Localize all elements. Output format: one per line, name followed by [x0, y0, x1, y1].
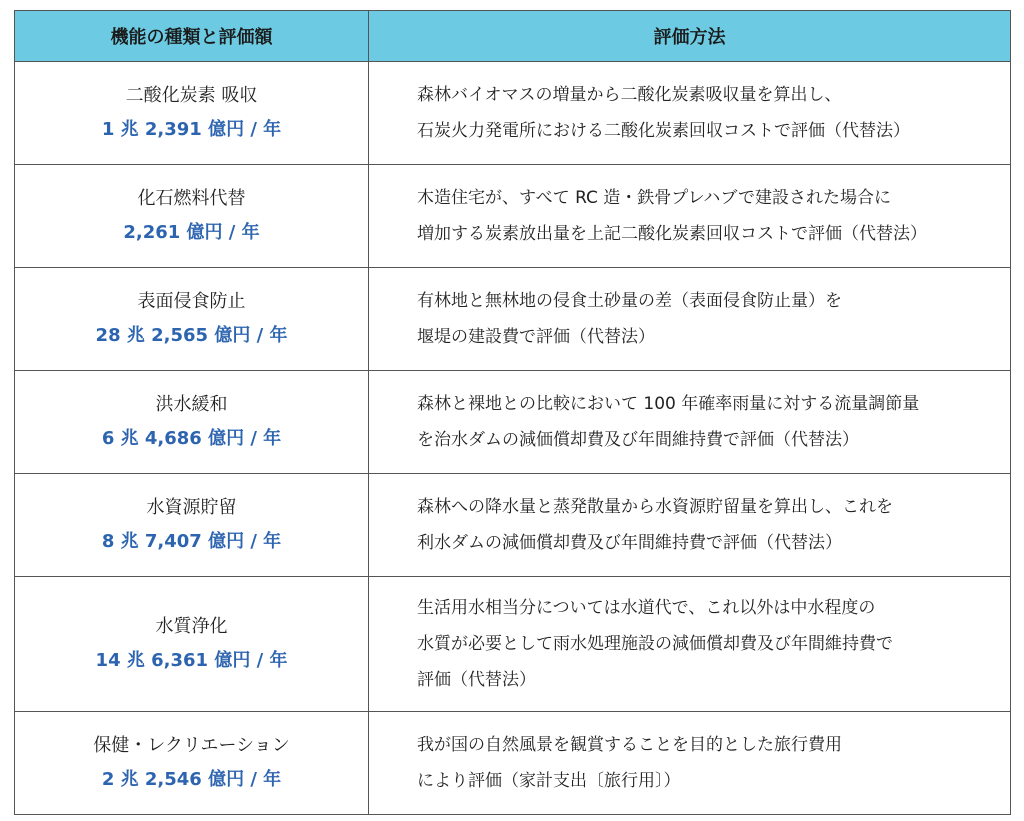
method-line: 評価（代替法） [417, 670, 536, 690]
table-row [15, 712, 1011, 815]
function-name: 二酸化炭素 吸収 [125, 85, 258, 106]
table-row [15, 371, 1011, 474]
method-line: 増加する炭素放出量を上記二酸化炭素回収コストで評価（代替法） [417, 224, 927, 244]
method-line: 生活用水相当分については水道代で、これ以外は中水程度の [417, 598, 876, 618]
function-name: 洪水緩和 [155, 394, 228, 415]
function-value: 8 兆 7,407 億円 / 年 [101, 531, 282, 552]
method-cell [369, 712, 1011, 815]
method-line: 森林と裸地との比較において 100 年確率雨量に対する流量調節量 [417, 394, 920, 414]
function-cell [15, 268, 369, 371]
function-cell [15, 577, 369, 712]
function-name: 保健・レクリエーション [93, 735, 290, 756]
function-value: 2 兆 2,546 億円 / 年 [101, 769, 282, 790]
method-cell [369, 268, 1011, 371]
method-line: 石炭火力発電所における二酸化炭素回収コストで評価（代替法） [417, 121, 910, 141]
function-value: 28 兆 2,565 億円 / 年 [95, 325, 288, 346]
function-name: 水資源貯留 [146, 497, 237, 518]
table-row [15, 577, 1011, 712]
method-cell [369, 577, 1011, 712]
function-value: 6 兆 4,686 億円 / 年 [101, 428, 282, 449]
function-cell [15, 165, 369, 268]
function-name: 水質浄化 [155, 616, 228, 637]
method-cell [369, 371, 1011, 474]
function-name: 化石燃料代替 [137, 188, 246, 209]
function-name: 表面侵食防止 [137, 291, 246, 312]
method-cell [369, 62, 1011, 165]
method-line: 水質が必要として雨水処理施設の減価償却費及び年間維持費で [417, 634, 893, 654]
function-cell [15, 712, 369, 815]
method-cell [369, 165, 1011, 268]
method-line: 有林地と無林地の侵食土砂量の差（表面侵食防止量）を [417, 291, 842, 311]
method-cell [369, 474, 1011, 577]
function-cell [15, 62, 369, 165]
table-row [15, 474, 1011, 577]
method-line: 我が国の自然風景を観賞することを目的とした旅行費用 [417, 735, 842, 755]
header-evaluation-method: 評価方法 [369, 11, 1011, 62]
method-line: 利水ダムの減価償却費及び年間維持費で評価（代替法） [417, 533, 842, 553]
method-line: 木造住宅が、すべて RC 造・鉄骨プレハブで建設された場合に [417, 188, 891, 208]
forest-function-valuation-table [14, 10, 1011, 815]
function-value: 2,261 億円 / 年 [123, 222, 260, 243]
header-function-and-value: 機能の種類と評価額 [15, 11, 369, 62]
method-line: により評価（家計支出〔旅行用〕） [417, 771, 681, 791]
table-row [15, 62, 1011, 165]
method-line: 森林への降水量と蒸発散量から水資源貯留量を算出し、これを [417, 497, 893, 517]
function-value: 1 兆 2,391 億円 / 年 [101, 119, 282, 140]
table-row [15, 268, 1011, 371]
method-line: を治水ダムの減価償却費及び年間維持費で評価（代替法） [417, 430, 859, 450]
method-line: 堰堤の建設費で評価（代替法） [417, 327, 655, 347]
table-header-row [15, 11, 1011, 62]
table-row [15, 165, 1011, 268]
function-cell [15, 474, 369, 577]
method-line: 森林バイオマスの増量から二酸化炭素吸収量を算出し、 [417, 85, 842, 105]
function-cell [15, 371, 369, 474]
function-value: 14 兆 6,361 億円 / 年 [95, 650, 288, 671]
